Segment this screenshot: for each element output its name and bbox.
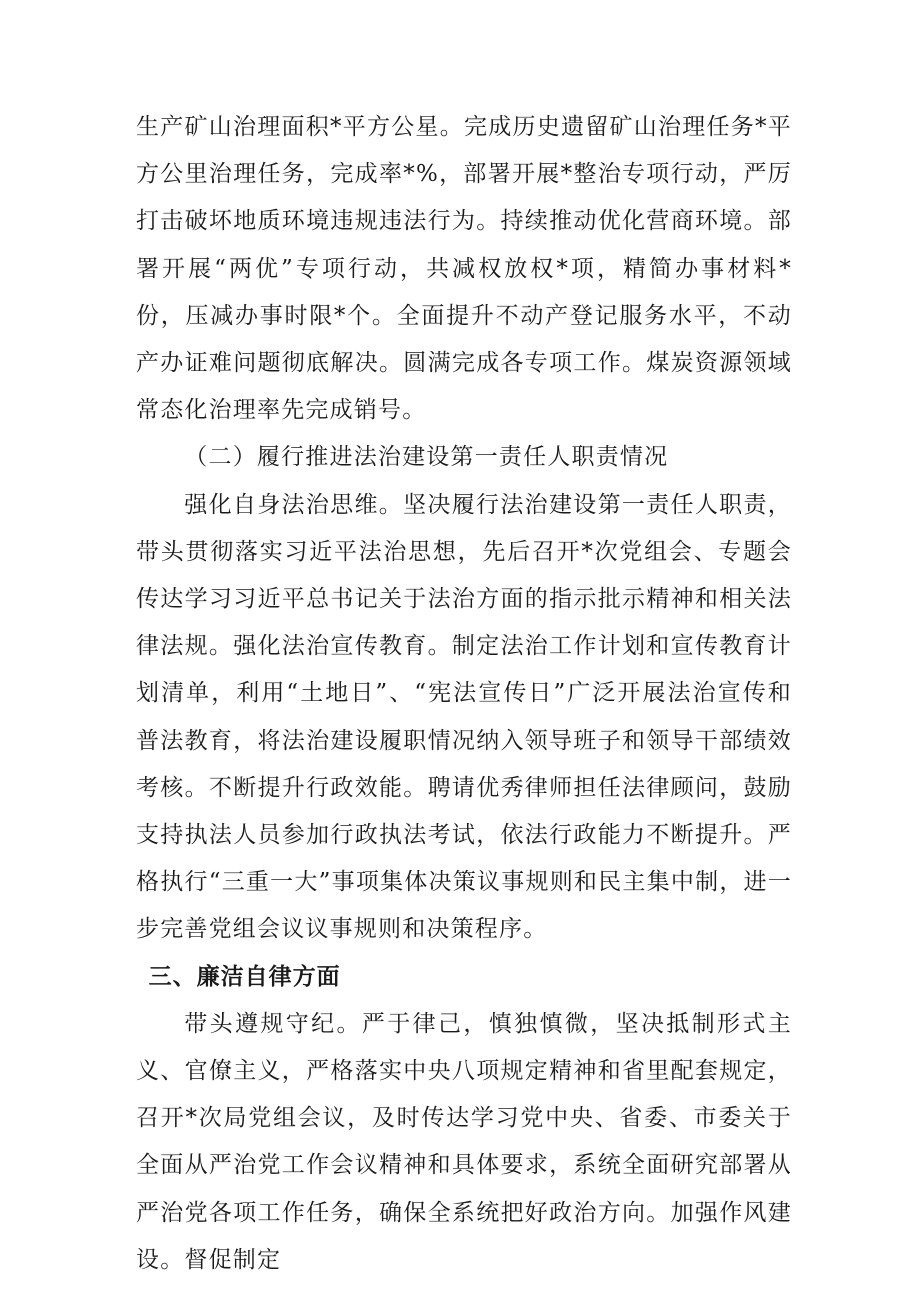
paragraph-mining-governance: 生产矿山治理面积*平方公星。完成历史遗留矿山治理任务*平方公里治理任务，完成率*%，部署开展*整治专项行动，严厉打击破坏地质环境违规违法行为。持续推动优化营商环境。部署开展“两优”专项行动，共减权放权*项，精简办事材料*份，压减办事时限*个。全面提升不动产登记服务水平，不动产办证难问题彻底解决。圆满完成各专项工作。煤炭资源领域常态化治理率先完成销号。 [136, 114, 792, 424]
section-heading-integrity: 三、廉洁自律方面 [148, 963, 341, 990]
document-body [136, 104, 792, 1284]
paragraph-rule-of-law: 强化自身法治思维。坚决履行法治建设第一责任人职责，带头贯彻落实习近平法治思想，先后召开*次党组会、专题会传达学习习近平总书记关于法治方面的指示批示精神和相关法律法规。强化法治宣传教育。制定法治工作计划和宣传教育计划清单，利用“土地日”、“宪法宣传日”广泛开展法治宣传和普法教育，将法治建设履职情况纳入领导班子和领导干部绩效考核。不断提升行政效能。聘请优秀律师担任法律顾问，鼓励支持执法人员参加行政执法考试，依法行政能力不断提升。严格执行“三重一大”事项集体决策议事规则和民主集中制，进一步完善党组会议议事规则和决策程序。 [136, 491, 792, 943]
subheading-rule-of-law-duty: （二）履行推进法治建设第一责任人职责情况 [184, 444, 669, 471]
paragraph-integrity: 带头遵规守纪。严于律己，慎独慎微，坚决抵制形式主义、官僚主义，严格落实中央八项规定精神和省里配套规定，召开*次局党组会议，及时传达学习党中央、省委、市委关于全面从严治党工作会议精神和具体要求，系统全面研究部署从严治党各项工作任务，确保全系统把好政治方向。加强作风建设。督促制定 [136, 1010, 792, 1273]
